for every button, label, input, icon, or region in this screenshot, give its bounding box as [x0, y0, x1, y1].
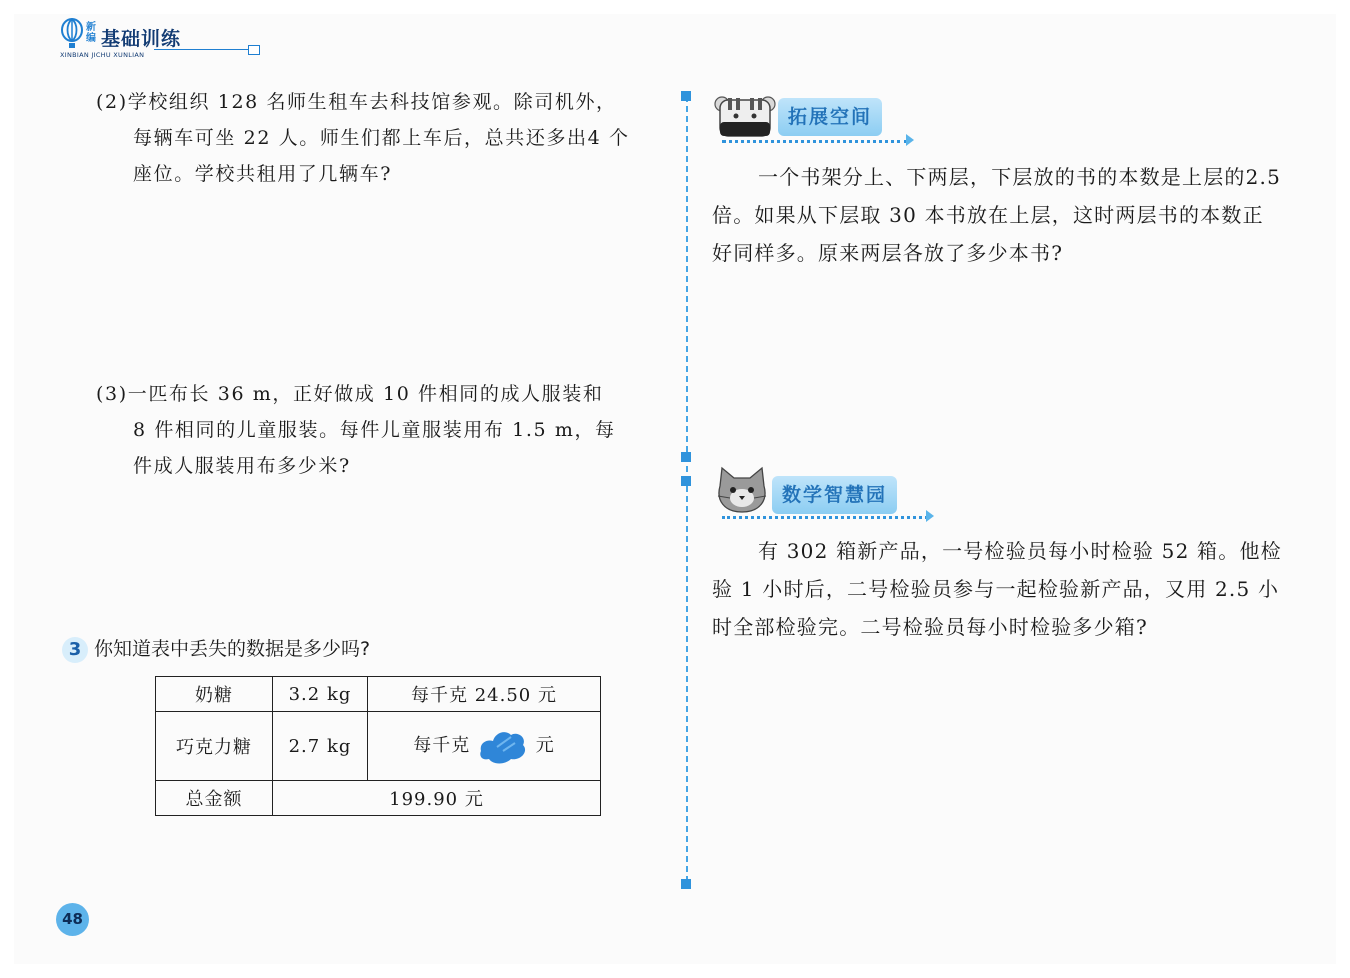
problem-line: 时全部检验完。二号检验员每小时检验多少箱? — [712, 615, 1148, 639]
problem-line: 有 302 箱新产品，一号检验员每小时检验 52 箱。他检 — [758, 539, 1282, 563]
banner-expansion — [714, 94, 924, 150]
logo-box — [248, 45, 260, 55]
banner-math-wisdom — [714, 466, 944, 526]
table-cell: 总金额 — [156, 781, 273, 816]
candy-price-table — [155, 676, 601, 816]
price-suffix: 元 — [535, 735, 555, 756]
table-row — [156, 677, 601, 712]
question-3-line: 件成人服装用布多少米? — [133, 455, 351, 477]
banner-dotted-line — [722, 516, 928, 519]
robot-mascot-icon — [714, 94, 776, 142]
logo-badge: 新编 — [86, 22, 96, 44]
section-number-badge: 3 — [62, 637, 88, 663]
banner-title: 拓展空间 — [778, 98, 882, 136]
table-cell: 巧克力糖 — [156, 712, 273, 781]
divider-marker — [681, 452, 691, 462]
cat-mascot-icon — [714, 466, 770, 516]
table-cell-missing-price — [368, 712, 601, 781]
column-divider — [686, 96, 690, 882]
question-3-line: 8 件相同的儿童服装。每件儿童服装用布 1.5 m，每 — [133, 419, 616, 441]
expansion-problem — [712, 158, 1281, 272]
question-2-line: 座位。学校共租用了几辆车? — [133, 163, 392, 185]
page-number: 48 — [56, 903, 89, 936]
divider-marker — [681, 91, 691, 101]
question-2 — [96, 84, 630, 192]
series-logo — [58, 18, 208, 60]
problem-line: 验 1 小时后，二号检验员参与一起检验新产品，又用 2.5 小 — [712, 577, 1280, 601]
table-cell: 每千克 24.50 元 — [368, 677, 601, 712]
question-2-line: (2)学校组织 128 名师生租车去科技馆参观。除司机外， — [96, 91, 617, 113]
question-3 — [96, 376, 616, 484]
price-prefix: 每千克 — [413, 735, 471, 756]
banner-title: 数学智慧园 — [772, 476, 897, 514]
logo-underline — [154, 49, 250, 50]
balloon-logo-icon — [58, 18, 86, 50]
ink-blot-icon — [477, 725, 529, 759]
table-cell: 2.7 kg — [273, 712, 368, 781]
question-3-line: (3)一匹布长 36 m，正好做成 10 件相同的成人服装和 — [96, 383, 604, 405]
table-row — [156, 781, 601, 816]
math-wisdom-problem — [712, 532, 1282, 646]
problem-line: 一个书架分上、下两层，下层放的书的本数是上层的2.5 — [758, 165, 1282, 189]
table-cell: 奶糖 — [156, 677, 273, 712]
table-cell: 3.2 kg — [273, 677, 368, 712]
problem-line: 好同样多。原来两层各放了多少本书? — [712, 241, 1064, 265]
section-3-prompt: 你知道表中丢失的数据是多少吗? — [94, 638, 371, 660]
arrow-right-icon — [926, 510, 934, 522]
table-row — [156, 712, 601, 781]
question-2-line: 每辆车可坐 22 人。师生们都上车后，总共还多出4 个 — [133, 127, 630, 149]
problem-line: 倍。如果从下层取 30 本书放在上层，这时两层书的本数正 — [712, 203, 1264, 227]
divider-marker — [681, 879, 691, 889]
table-cell: 199.90 元 — [273, 781, 601, 816]
logo-pinyin: XINBIAN JICHU XUNLIAN — [60, 51, 145, 59]
arrow-right-icon — [906, 134, 914, 146]
logo-title: 基础训练 — [101, 28, 182, 50]
divider-marker — [681, 476, 691, 486]
section-3-heading — [62, 634, 370, 663]
banner-dotted-line — [722, 140, 908, 143]
